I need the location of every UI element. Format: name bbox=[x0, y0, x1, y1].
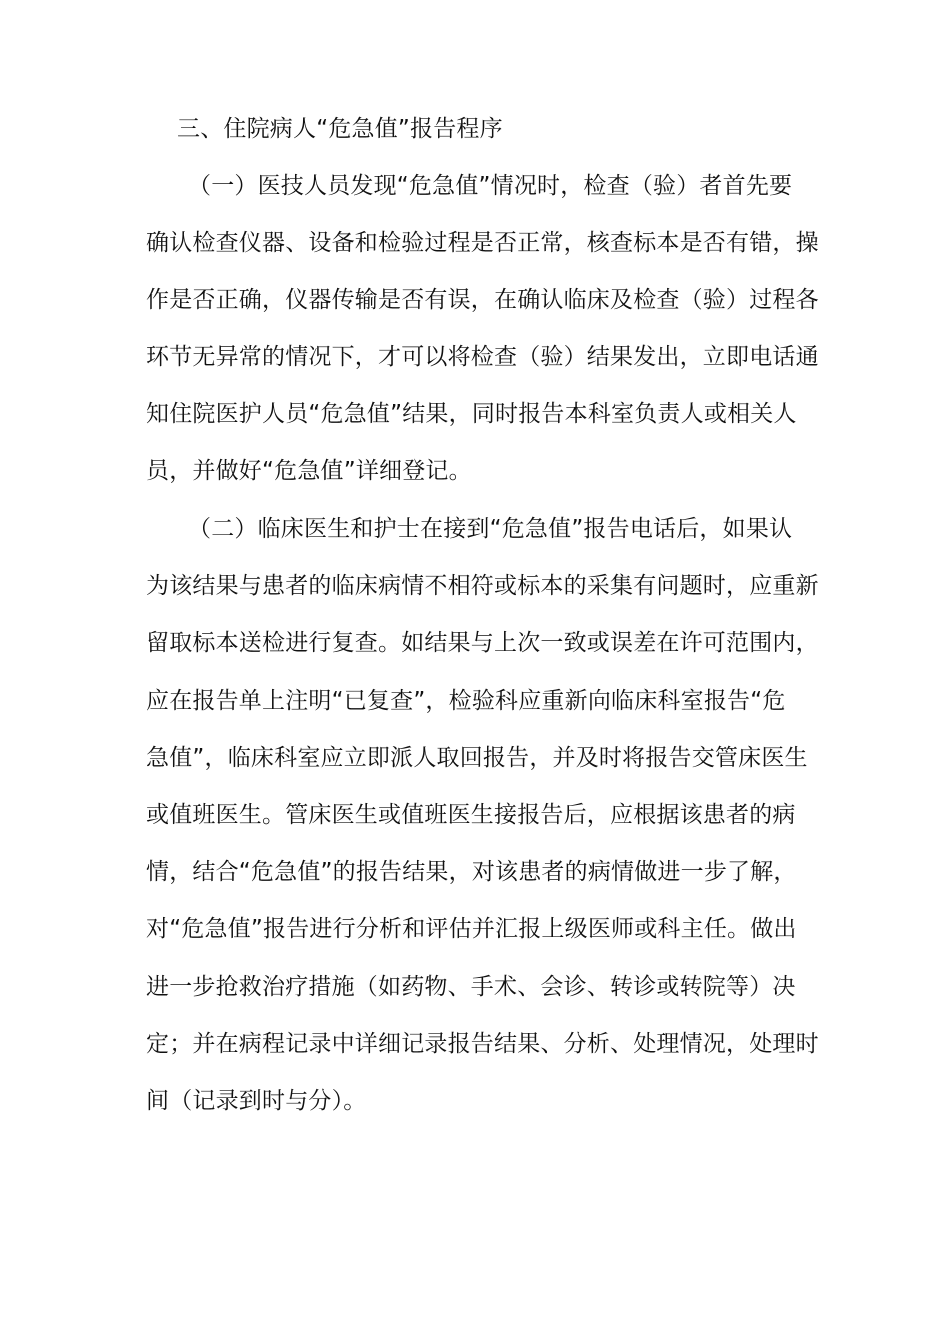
paragraph-line: 员，并做好“危急值”详细登记。 bbox=[146, 458, 472, 484]
paragraph-line: 对“危急值”报告进行分析和评估并汇报上级医师或科主任。做出 bbox=[146, 916, 797, 942]
paragraph-line: 知住院医护人员“危急值”结果，同时报告本科室负责人或相关人 bbox=[146, 401, 797, 427]
paragraph-line: 急值”，临床科室应立即派人取回报告，并及时将报告交管床医生 bbox=[146, 745, 808, 771]
paragraph-line: 进一步抢救治疗措施（如药物、手术、会诊、转诊或转院等）决 bbox=[146, 974, 796, 1000]
paragraph-line: 留取标本送检进行复查。如结果与上次一致或误差在许可范围内， bbox=[146, 630, 819, 656]
paragraph-line: 作是否正确，仪器传输是否有误，在确认临床及检查（验）过程各 bbox=[146, 287, 819, 313]
paragraph-line: 或值班医生。管床医生或值班医生接报告后，应根据该患者的病 bbox=[146, 802, 796, 828]
paragraph-line: 间（记录到时与分）。 bbox=[146, 1088, 367, 1114]
paragraph-line: （二）临床医生和护士在接到“危急值”报告电话后，如果认 bbox=[188, 516, 793, 542]
paragraph-line: 定；并在病程记录中详细记录报告结果、分析、处理情况，处理时 bbox=[146, 1031, 819, 1057]
paragraph-line: （一）医技人员发现“危急值”情况时，检查（验）者首先要 bbox=[188, 173, 793, 199]
section-heading: 三、住院病人“危急值”报告程序 bbox=[177, 116, 503, 142]
paragraph-line: 环节无异常的情况下，才可以将检查（验）结果发出，立即电话通 bbox=[146, 344, 819, 370]
paragraph-line: 情，结合“危急值”的报告结果，对该患者的病情做进一步了解， bbox=[146, 859, 797, 885]
paragraph-line: 为该结果与患者的临床病情不相符或标本的采集有问题时，应重新 bbox=[146, 573, 819, 599]
paragraph-line: 应在报告单上注明“已复查”，检验科应重新向临床科室报告“危 bbox=[146, 688, 786, 714]
paragraph-line: 确认检查仪器、设备和检验过程是否正常，核查标本是否有错，操 bbox=[146, 230, 819, 256]
